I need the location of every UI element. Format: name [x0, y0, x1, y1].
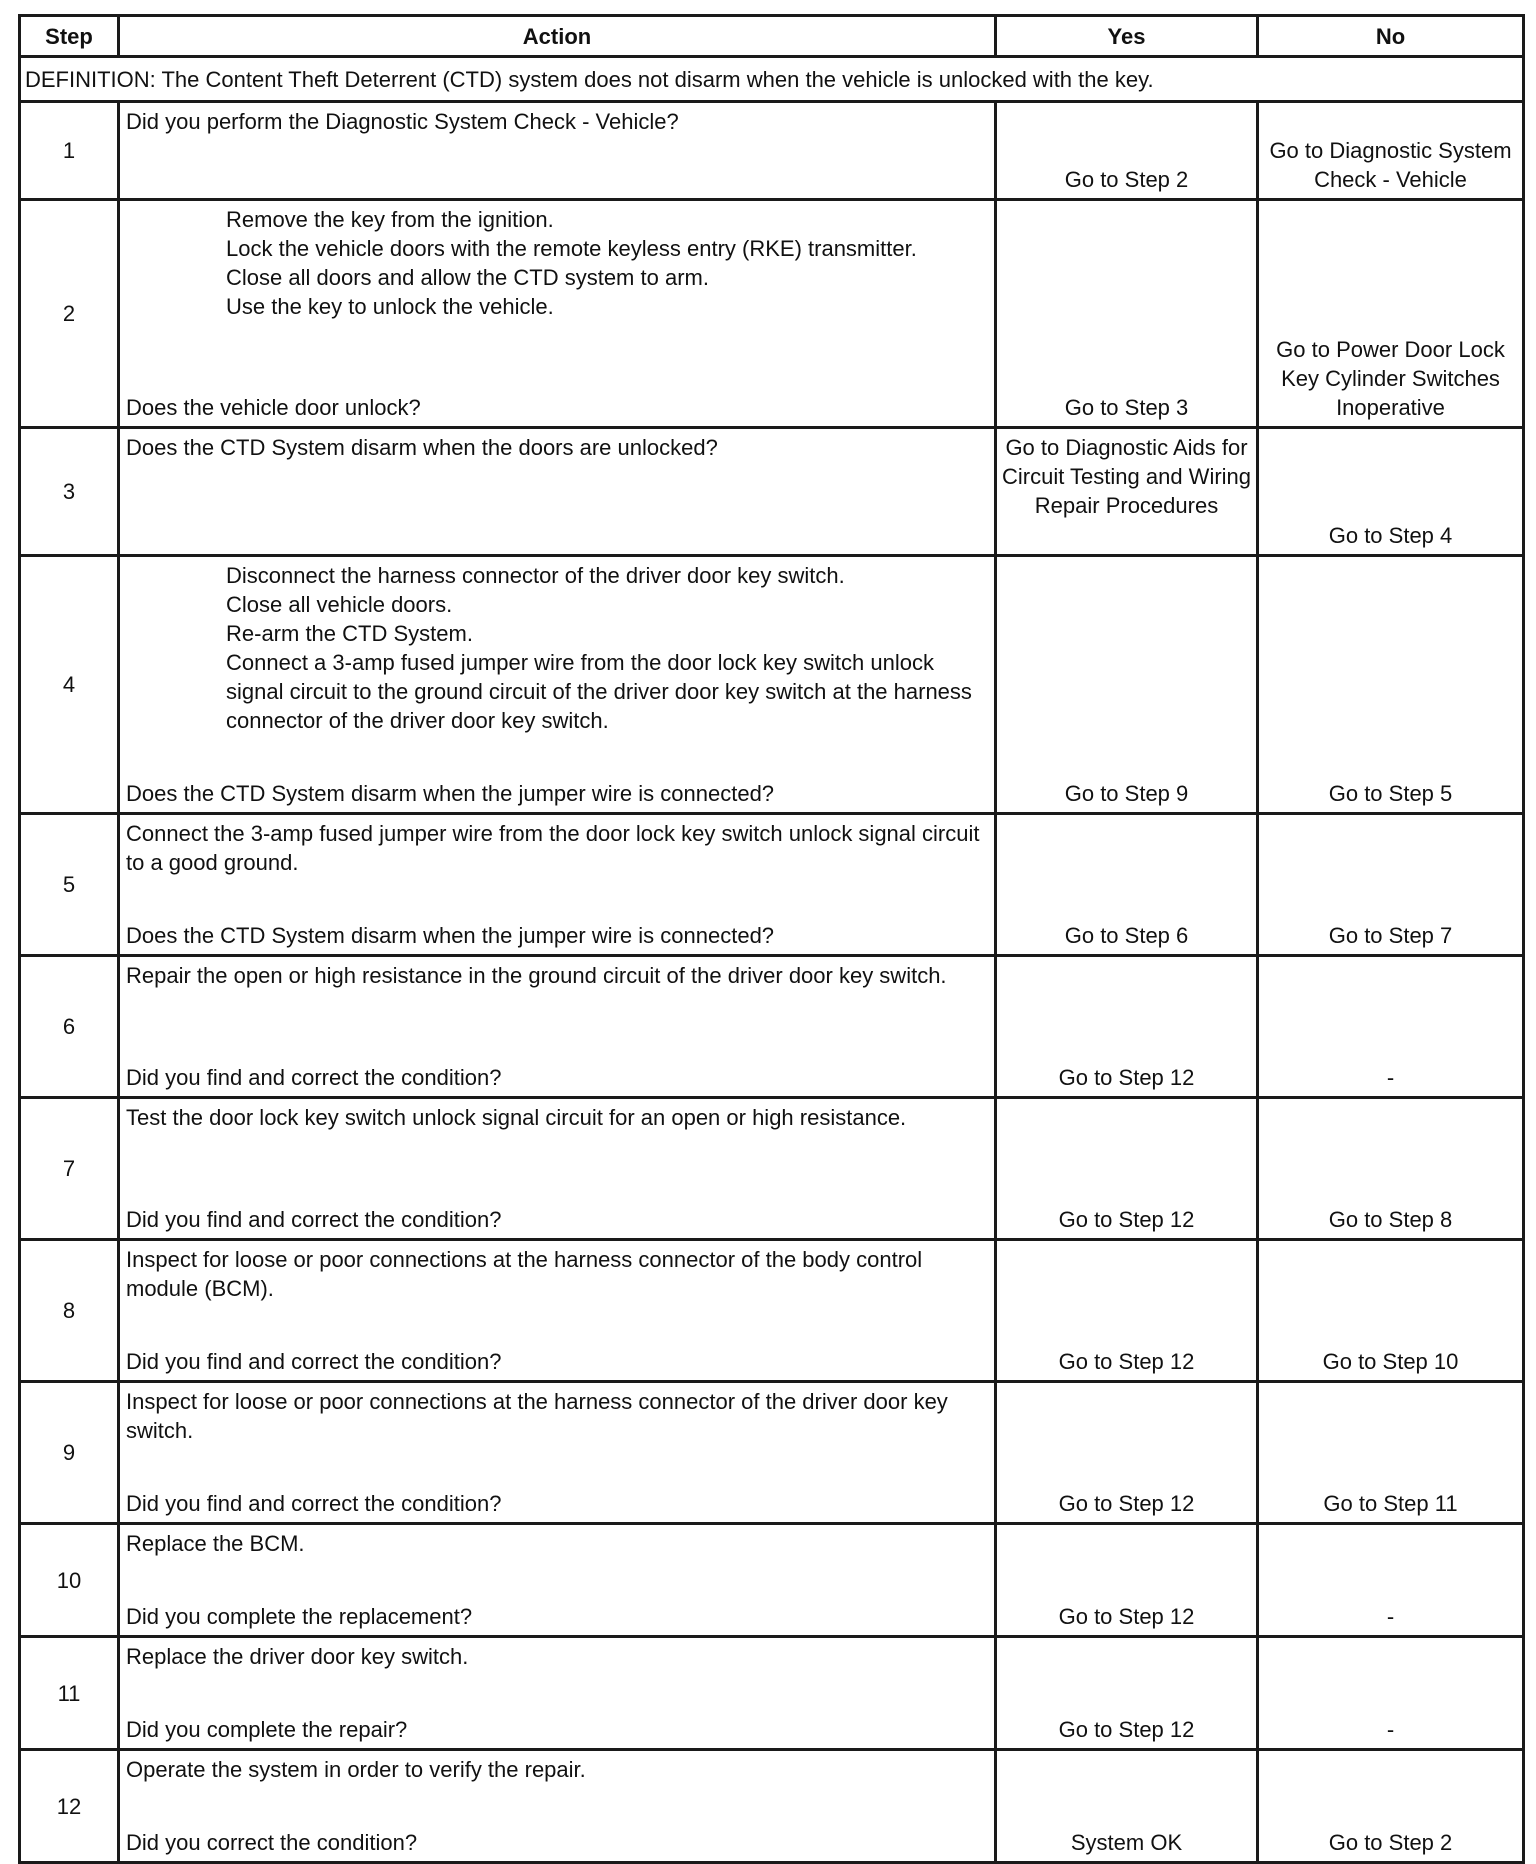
action-question: Did you find and correct the condition?	[126, 1207, 502, 1232]
table-row	[20, 428, 1524, 556]
action-question: Does the CTD System disarm when the jumper wire is connected?	[126, 781, 775, 806]
step-number: 10	[20, 1524, 119, 1637]
step-number: 9	[20, 1382, 119, 1524]
table-row	[20, 1524, 1524, 1637]
action-cell	[119, 1524, 996, 1637]
no-result: Go to Step 2	[1258, 1750, 1524, 1863]
step-number: 12	[20, 1750, 119, 1863]
action-cell	[119, 102, 996, 200]
action-cell	[119, 1098, 996, 1240]
no-result: -	[1258, 956, 1524, 1098]
action-question: Did you find and correct the condition?	[126, 1065, 502, 1090]
table-row	[20, 1240, 1524, 1382]
action-cell	[119, 814, 996, 956]
table-row	[20, 1098, 1524, 1240]
table-row	[20, 814, 1524, 956]
action-instruction: Close all doors and allow the CTD system to arm.	[226, 265, 709, 290]
no-result: -	[1258, 1524, 1524, 1637]
action-cell	[119, 556, 996, 814]
no-result: Go to Step 11	[1258, 1382, 1524, 1524]
action-cell	[119, 1382, 996, 1524]
no-result: Go to Step 8	[1258, 1098, 1524, 1240]
action-cell	[119, 1240, 996, 1382]
step-number: 4	[20, 556, 119, 814]
yes-result: Go to Step 9	[996, 556, 1258, 814]
action-instruction: Operate the system in order to verify the repair.	[126, 1757, 586, 1782]
yes-result: Go to Step 12	[996, 956, 1258, 1098]
yes-result: System OK	[996, 1750, 1258, 1863]
yes-result: Go to Step 12	[996, 1524, 1258, 1637]
action-instruction: Remove the key from the ignition.	[226, 207, 554, 232]
no-result: Go to Step 5	[1258, 556, 1524, 814]
action-instruction: Connect the 3-amp fused jumper wire from the door lock key switch unlock signal circuit to a good ground.	[126, 821, 980, 875]
table-row	[20, 1382, 1524, 1524]
header-row	[20, 16, 1524, 57]
step-number: 6	[20, 956, 119, 1098]
action-instruction: Inspect for loose or poor connections at the harness connector of the body control module (BCM).	[126, 1247, 923, 1301]
step-number: 8	[20, 1240, 119, 1382]
yes-result: Go to Step 6	[996, 814, 1258, 956]
table-row	[20, 102, 1524, 200]
no-result: Go to Power Door Lock Key Cylinder Switches Inoperative	[1258, 200, 1524, 428]
action-question: Did you complete the repair?	[126, 1717, 408, 1742]
action-question: Does the vehicle door unlock?	[126, 395, 421, 420]
definition-row	[20, 57, 1524, 102]
action-instruction: Inspect for loose or poor connections at the harness connector of the driver door key switch.	[126, 1389, 948, 1443]
action-cell	[119, 956, 996, 1098]
action-cell	[119, 1750, 996, 1863]
action-cell	[119, 1637, 996, 1750]
header-step: Step	[20, 16, 119, 57]
yes-result: Go to Step 12	[996, 1382, 1258, 1524]
action-question: Does the CTD System disarm when the jumper wire is connected?	[126, 923, 775, 948]
action-instruction: Did you perform the Diagnostic System Check - Vehicle?	[126, 109, 679, 134]
table-row	[20, 1637, 1524, 1750]
table-row	[20, 200, 1524, 428]
header-yes: Yes	[996, 16, 1258, 57]
action-instruction: Lock the vehicle doors with the remote keyless entry (RKE) transmitter.	[226, 236, 917, 261]
action-instruction: Close all vehicle doors.	[226, 592, 453, 617]
yes-result: Go to Step 2	[996, 102, 1258, 200]
step-number: 3	[20, 428, 119, 556]
action-question: Did you find and correct the condition?	[126, 1349, 502, 1374]
diagnostic-table	[18, 14, 1525, 1864]
action-instruction: Test the door lock key switch unlock signal circuit for an open or high resistance.	[126, 1105, 907, 1130]
step-number: 2	[20, 200, 119, 428]
action-instruction: Repair the open or high resistance in the ground circuit of the driver door key switch.	[126, 963, 947, 988]
header-action: Action	[119, 16, 996, 57]
action-instruction: Replace the BCM.	[126, 1531, 305, 1556]
action-instruction: Disconnect the harness connector of the driver door key switch.	[226, 563, 845, 588]
action-instruction: Does the CTD System disarm when the doors are unlocked?	[126, 435, 718, 460]
yes-result: Go to Step 3	[996, 200, 1258, 428]
table-row	[20, 556, 1524, 814]
action-cell	[119, 428, 996, 556]
no-result: Go to Step 10	[1258, 1240, 1524, 1382]
action-question: Did you find and correct the condition?	[126, 1491, 502, 1516]
no-result: Go to Step 4	[1258, 428, 1524, 556]
yes-result: Go to Step 12	[996, 1098, 1258, 1240]
header-no: No	[1258, 16, 1524, 57]
table-row	[20, 956, 1524, 1098]
action-instruction: Use the key to unlock the vehicle.	[226, 294, 554, 319]
yes-result: Go to Step 12	[996, 1637, 1258, 1750]
action-instruction: Connect a 3-amp fused jumper wire from the door lock key switch unlock signal circuit to the ground circuit of the driver door key switch at the harness connector of the driver door key switch.	[226, 650, 972, 733]
no-result: -	[1258, 1637, 1524, 1750]
step-number: 11	[20, 1637, 119, 1750]
no-result: Go to Diagnostic System Check - Vehicle	[1258, 102, 1524, 200]
step-number: 7	[20, 1098, 119, 1240]
definition-text: DEFINITION: The Content Theft Deterrent (CTD) system does not disarm when the vehicle is unlocked with the key.	[20, 57, 1524, 102]
action-instruction: Re-arm the CTD System.	[226, 621, 473, 646]
no-result: Go to Step 7	[1258, 814, 1524, 956]
step-number: 1	[20, 102, 119, 200]
yes-result: Go to Diagnostic Aids for Circuit Testing and Wiring Repair Procedures	[996, 428, 1258, 556]
action-question: Did you complete the replacement?	[126, 1604, 473, 1629]
table-row	[20, 1750, 1524, 1863]
action-question: Did you correct the condition?	[126, 1830, 418, 1855]
diagnostic-page	[18, 14, 1522, 1864]
step-number: 5	[20, 814, 119, 956]
action-cell	[119, 200, 996, 428]
yes-result: Go to Step 12	[996, 1240, 1258, 1382]
action-instruction: Replace the driver door key switch.	[126, 1644, 469, 1669]
